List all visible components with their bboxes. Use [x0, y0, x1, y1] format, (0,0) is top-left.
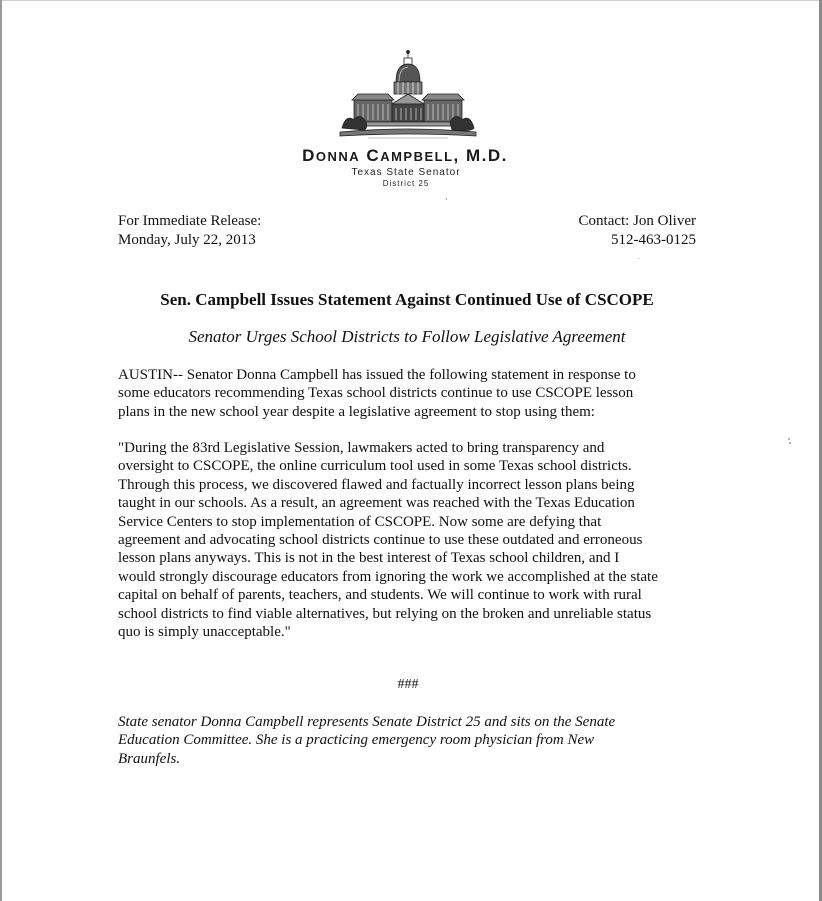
- contact-phone: 512-463-0125: [611, 232, 696, 248]
- contact-info: [579, 212, 696, 250]
- page-edge-left: [0, 0, 2, 901]
- press-release-headline: Sen. Campbell Issues Statement Against Continued Use of CSCOPE: [160, 290, 654, 309]
- scan-speck: [788, 438, 790, 440]
- senator-bio: State senator Donna Campbell represents Senate District 25 and sits on the Senate Education Committee. She is a practicing emergency room physician from New Braunfels.: [118, 714, 616, 767]
- intro-paragraph: AUSTIN-- Senator Donna Campbell has issued the following statement in response to some educators recommending Texas school districts continue to use CSCOPE lesson plans in the new school year despite a legislative agreement to stop using them:: [118, 367, 636, 420]
- page-edge-top: [0, 0, 822, 1]
- end-of-release-mark: ###: [397, 677, 419, 692]
- release-date: Monday, July 22, 2013: [118, 232, 256, 248]
- quote-paragraph: "During the 83rd Legislative Session, lawmakers acted to bring transparency and oversight to CSCOPE, the online curriculum tool used in some Texas school districts. Through this process, we discovered flawed and factually incorrect lesson plans being taught in our schools. As a result, an agreement was reached with the Texas Education Service Centers to stop implementation of CSCOPE. Now some are defying that agreement and advocating school districts continue to use these outdated and erroneous lesson plans anyways. This is not in the best interest of Texas school children, and I would strongly discourage educators from ignoring the work we accomplished at the state capital on behalf of parents, teachers, and students. We will continue to work with rural school districts to find viable alternatives, but relying on the broken and unreliable status quo is simply unacceptable.": [118, 440, 658, 641]
- senator-name: DONNA CAMPBELL, M.D.: [302, 146, 508, 165]
- contact-name: Contact: Jon Oliver: [578, 213, 696, 229]
- senate-district: District 25: [382, 179, 430, 188]
- capitol-building-icon: [338, 48, 478, 144]
- press-release-subheadline: Senator Urges School Districts to Follow Legislative Agreement: [188, 327, 626, 346]
- scan-speck: [446, 198, 447, 200]
- release-label: For Immediate Release:: [118, 213, 262, 229]
- senator-title: Texas State Senator: [351, 167, 461, 178]
- release-info: [118, 212, 261, 250]
- scan-speck: [638, 258, 639, 259]
- scan-speck: [789, 442, 791, 444]
